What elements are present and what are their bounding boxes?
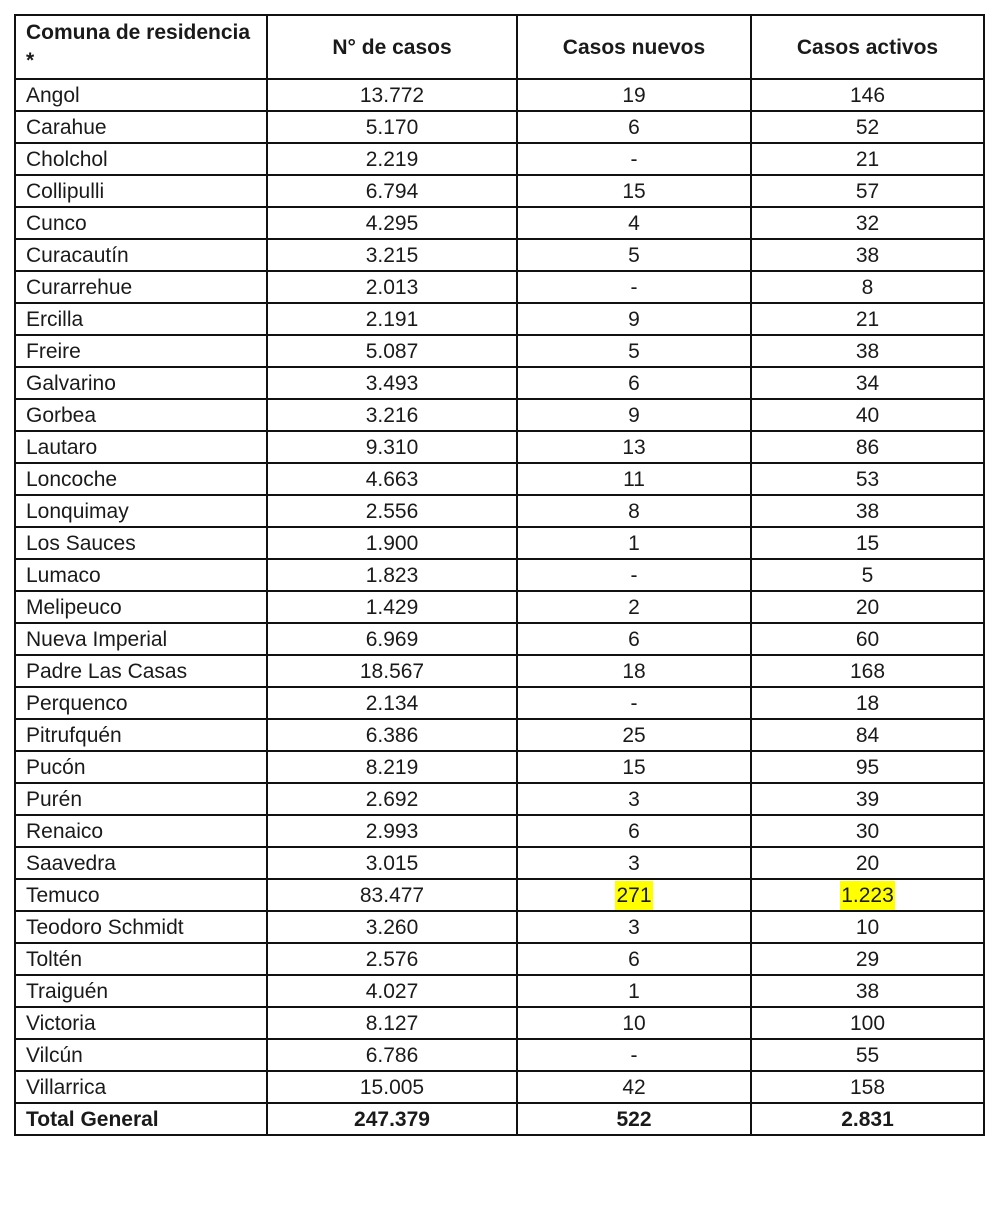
cell-activos: 18 xyxy=(751,687,984,719)
highlighted-value: 271 xyxy=(615,881,652,910)
cell-casos: 4.295 xyxy=(267,207,517,239)
cell-casos: 2.576 xyxy=(267,943,517,975)
cell-comuna: Renaico xyxy=(15,815,267,847)
cell-comuna: Purén xyxy=(15,783,267,815)
cell-casos: 13.772 xyxy=(267,79,517,111)
cell-casos: 9.310 xyxy=(267,431,517,463)
header-comuna: Comuna de residencia * xyxy=(15,15,267,79)
cell-comuna: Freire xyxy=(15,335,267,367)
cell-casos: 5.087 xyxy=(267,335,517,367)
cell-casos: 2.692 xyxy=(267,783,517,815)
cell-comuna: Vilcún xyxy=(15,1039,267,1071)
cell-casos: 2.134 xyxy=(267,687,517,719)
cell-comuna: Los Sauces xyxy=(15,527,267,559)
cell-nuevos: - xyxy=(517,143,751,175)
cell-activos: 5 xyxy=(751,559,984,591)
cell-comuna: Toltén xyxy=(15,943,267,975)
table-row xyxy=(15,847,984,879)
highlighted-value: 1.223 xyxy=(840,881,895,910)
cell-nuevos: 6 xyxy=(517,367,751,399)
total-casos: 247.379 xyxy=(267,1103,517,1135)
cell-activos: 20 xyxy=(751,847,984,879)
cell-activos: 158 xyxy=(751,1071,984,1103)
cell-activos: 21 xyxy=(751,143,984,175)
cell-nuevos: 2 xyxy=(517,591,751,623)
cell-activos: 32 xyxy=(751,207,984,239)
cell-nuevos: 19 xyxy=(517,79,751,111)
cell-activos: 52 xyxy=(751,111,984,143)
cell-comuna: Perquenco xyxy=(15,687,267,719)
table-row xyxy=(15,975,984,1007)
cases-by-commune-table xyxy=(14,14,985,1136)
table-row xyxy=(15,303,984,335)
header-nuevos: Casos nuevos xyxy=(517,15,751,79)
table-row xyxy=(15,495,984,527)
cell-comuna: Villarrica xyxy=(15,1071,267,1103)
cell-casos: 5.170 xyxy=(267,111,517,143)
cell-activos: 20 xyxy=(751,591,984,623)
cell-casos: 1.823 xyxy=(267,559,517,591)
table-row xyxy=(15,431,984,463)
cell-casos: 2.219 xyxy=(267,143,517,175)
table-row xyxy=(15,783,984,815)
cell-casos: 6.969 xyxy=(267,623,517,655)
cell-activos: 40 xyxy=(751,399,984,431)
table-row xyxy=(15,143,984,175)
cell-nuevos: 42 xyxy=(517,1071,751,1103)
cell-activos: 30 xyxy=(751,815,984,847)
cell-casos: 2.556 xyxy=(267,495,517,527)
cell-casos: 4.663 xyxy=(267,463,517,495)
cell-activos: 38 xyxy=(751,239,984,271)
cell-casos: 3.215 xyxy=(267,239,517,271)
cell-nuevos: 6 xyxy=(517,623,751,655)
cell-comuna: Temuco xyxy=(15,879,267,911)
cell-comuna: Lonquimay xyxy=(15,495,267,527)
table-body xyxy=(15,79,984,1135)
table-row xyxy=(15,271,984,303)
table-header-row xyxy=(15,15,984,79)
table-row xyxy=(15,111,984,143)
cell-nuevos: - xyxy=(517,687,751,719)
table-row xyxy=(15,399,984,431)
table-row xyxy=(15,1039,984,1071)
cell-activos: 8 xyxy=(751,271,984,303)
cell-nuevos: 6 xyxy=(517,815,751,847)
cell-activos: 84 xyxy=(751,719,984,751)
cell-casos: 2.013 xyxy=(267,271,517,303)
cell-comuna: Teodoro Schmidt xyxy=(15,911,267,943)
total-nuevos: 522 xyxy=(517,1103,751,1135)
cell-nuevos: 18 xyxy=(517,655,751,687)
table-row xyxy=(15,943,984,975)
cell-activos: 100 xyxy=(751,1007,984,1039)
table-row xyxy=(15,239,984,271)
table-row xyxy=(15,623,984,655)
total-label: Total General xyxy=(15,1103,267,1135)
cell-nuevos: 15 xyxy=(517,175,751,207)
cell-comuna: Collipulli xyxy=(15,175,267,207)
cell-nuevos: 11 xyxy=(517,463,751,495)
table-row xyxy=(15,367,984,399)
cell-activos: 60 xyxy=(751,623,984,655)
cell-comuna: Melipeuco xyxy=(15,591,267,623)
cell-activos: 146 xyxy=(751,79,984,111)
cell-nuevos: 8 xyxy=(517,495,751,527)
cell-casos: 15.005 xyxy=(267,1071,517,1103)
table-row xyxy=(15,527,984,559)
cell-casos: 3.493 xyxy=(267,367,517,399)
cell-comuna: Curacautín xyxy=(15,239,267,271)
header-casos: N° de casos xyxy=(267,15,517,79)
cell-nuevos: 10 xyxy=(517,1007,751,1039)
cell-nuevos xyxy=(517,879,751,911)
cell-nuevos: 25 xyxy=(517,719,751,751)
table-row xyxy=(15,687,984,719)
cell-comuna: Gorbea xyxy=(15,399,267,431)
table-row xyxy=(15,335,984,367)
cell-casos: 2.993 xyxy=(267,815,517,847)
cell-casos: 8.219 xyxy=(267,751,517,783)
cell-casos: 6.386 xyxy=(267,719,517,751)
cell-nuevos: 4 xyxy=(517,207,751,239)
cell-activos: 39 xyxy=(751,783,984,815)
cell-nuevos: 9 xyxy=(517,399,751,431)
cell-activos: 53 xyxy=(751,463,984,495)
table-row xyxy=(15,1071,984,1103)
cell-comuna: Pucón xyxy=(15,751,267,783)
table-row xyxy=(15,463,984,495)
cell-casos: 8.127 xyxy=(267,1007,517,1039)
table-row xyxy=(15,751,984,783)
cell-activos: 168 xyxy=(751,655,984,687)
table-row xyxy=(15,559,984,591)
cell-comuna: Angol xyxy=(15,79,267,111)
cell-nuevos: 3 xyxy=(517,911,751,943)
cell-activos: 38 xyxy=(751,975,984,1007)
total-activos: 2.831 xyxy=(751,1103,984,1135)
cell-casos: 3.216 xyxy=(267,399,517,431)
table-row xyxy=(15,207,984,239)
cell-casos: 2.191 xyxy=(267,303,517,335)
cell-activos: 55 xyxy=(751,1039,984,1071)
cell-activos: 10 xyxy=(751,911,984,943)
cell-nuevos: - xyxy=(517,559,751,591)
table-row xyxy=(15,719,984,751)
cell-comuna: Saavedra xyxy=(15,847,267,879)
cell-activos: 34 xyxy=(751,367,984,399)
cell-comuna: Galvarino xyxy=(15,367,267,399)
cell-nuevos: 5 xyxy=(517,239,751,271)
cell-casos: 6.794 xyxy=(267,175,517,207)
cell-comuna: Ercilla xyxy=(15,303,267,335)
cell-nuevos: 6 xyxy=(517,111,751,143)
cell-comuna: Cholchol xyxy=(15,143,267,175)
cell-casos: 83.477 xyxy=(267,879,517,911)
cell-comuna: Pitrufquén xyxy=(15,719,267,751)
cell-activos: 95 xyxy=(751,751,984,783)
cell-casos: 4.027 xyxy=(267,975,517,1007)
cell-comuna: Loncoche xyxy=(15,463,267,495)
cell-casos: 3.015 xyxy=(267,847,517,879)
cases-table-container xyxy=(14,14,985,1136)
cell-comuna: Traiguén xyxy=(15,975,267,1007)
cell-activos xyxy=(751,879,984,911)
table-row xyxy=(15,655,984,687)
cell-activos: 57 xyxy=(751,175,984,207)
cell-comuna: Carahue xyxy=(15,111,267,143)
cell-casos: 6.786 xyxy=(267,1039,517,1071)
cell-comuna: Curarrehue xyxy=(15,271,267,303)
cell-activos: 38 xyxy=(751,335,984,367)
cell-casos: 3.260 xyxy=(267,911,517,943)
cell-casos: 18.567 xyxy=(267,655,517,687)
cell-nuevos: 9 xyxy=(517,303,751,335)
cell-nuevos: 3 xyxy=(517,783,751,815)
table-row xyxy=(15,815,984,847)
cell-activos: 15 xyxy=(751,527,984,559)
table-row xyxy=(15,79,984,111)
cell-nuevos: 1 xyxy=(517,975,751,1007)
table-row xyxy=(15,1007,984,1039)
cell-comuna: Padre Las Casas xyxy=(15,655,267,687)
cell-comuna: Nueva Imperial xyxy=(15,623,267,655)
cell-activos: 86 xyxy=(751,431,984,463)
cell-nuevos: 6 xyxy=(517,943,751,975)
cell-comuna: Victoria xyxy=(15,1007,267,1039)
cell-nuevos: 3 xyxy=(517,847,751,879)
cell-comuna: Lautaro xyxy=(15,431,267,463)
cell-casos: 1.429 xyxy=(267,591,517,623)
cell-nuevos: - xyxy=(517,271,751,303)
cell-comuna: Lumaco xyxy=(15,559,267,591)
table-row xyxy=(15,911,984,943)
cell-activos: 38 xyxy=(751,495,984,527)
header-activos: Casos activos xyxy=(751,15,984,79)
cell-comuna: Cunco xyxy=(15,207,267,239)
cell-nuevos: 15 xyxy=(517,751,751,783)
cell-nuevos: 5 xyxy=(517,335,751,367)
total-row xyxy=(15,1103,984,1135)
cell-casos: 1.900 xyxy=(267,527,517,559)
cell-activos: 21 xyxy=(751,303,984,335)
table-row xyxy=(15,879,984,911)
table-row xyxy=(15,175,984,207)
cell-nuevos: - xyxy=(517,1039,751,1071)
table-row xyxy=(15,591,984,623)
cell-nuevos: 13 xyxy=(517,431,751,463)
cell-activos: 29 xyxy=(751,943,984,975)
cell-nuevos: 1 xyxy=(517,527,751,559)
